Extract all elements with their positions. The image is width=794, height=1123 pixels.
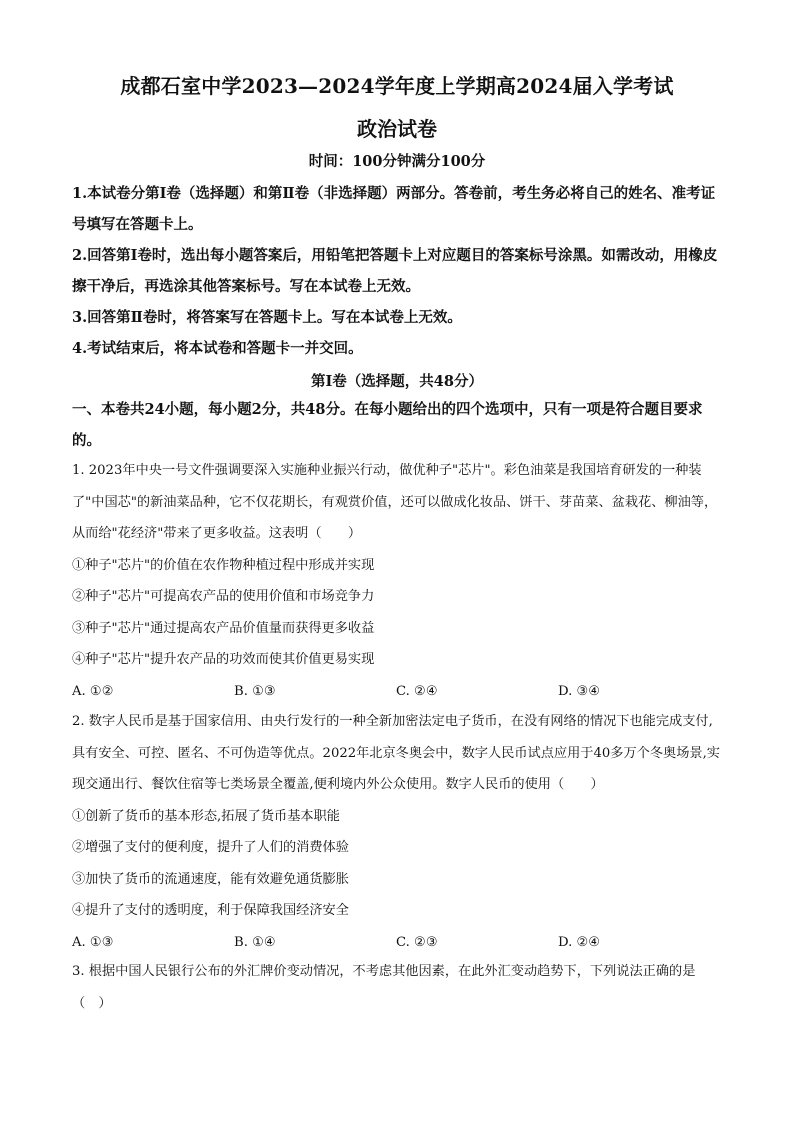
- statement-4: ④种子"芯片"提升农产品的功效而使其价值更易实现: [72, 652, 375, 667]
- question-stem: 2. 数字人民币是基于国家信用、由央行发行的一种全新加密法定电子货币，在没有网络的情况下也能完成支付,具有安全、可控、匿名、不可伪造等优点。2022年北京冬奥会中，数字人民币试点应用于40多万个冬奥场景,实现交通出行、餐饮住宿等七类场景全覆盖,便利境内外公众使用。数字人民币的使用（ ）: [72, 714, 720, 792]
- part-intro: [72, 394, 722, 456]
- answer-options: [72, 676, 722, 708]
- statement-3: ③种子"芯片"通过提高农产品价值量而获得更多收益: [72, 620, 375, 636]
- instructions: [72, 178, 722, 364]
- question-stem: 1. 2023年中央一号文件强调要深入实施种业振兴行动，做优种子"芯片"。彩色油菜是我国培育研发的一种装了"中国芯"的新油菜品种，它不仅花期长，有观赏价值，还可以做成化妆品、饼干、芽苗菜、盆栽花、柳油等，从而给"花经济"带来了更多收益。这表明（ ）: [72, 463, 718, 541]
- option-d: D. ③④: [558, 683, 601, 699]
- option-b: B. ①④: [234, 934, 276, 950]
- time-score-line: 时间：100分钟满分100分: [308, 153, 486, 170]
- question-1: [72, 455, 722, 707]
- answer-options: [72, 927, 722, 959]
- subject-title: 政治试卷: [357, 117, 437, 141]
- statement-4: ④提升了支付的透明度，利于保障我国经济安全: [72, 903, 349, 918]
- section-title: 第Ⅰ卷（选择题，共48分）: [311, 373, 483, 390]
- instruction-1: 1.本试卷分第Ⅰ卷（选择题）和第Ⅱ卷（非选择题）两部分。答卷前，考生务必将自己的姓名、准考证号填写在答题卡上。: [72, 185, 716, 233]
- exam-title: 成都石室中学2023—2024学年度上学期高2024届入学考试: [120, 74, 674, 98]
- option-a: A. ①③: [72, 934, 114, 950]
- option-c: C. ②④: [396, 683, 438, 699]
- statement-1: ①创新了货币的基本形态,拓展了货币基本职能: [72, 808, 340, 824]
- option-b: B. ①③: [234, 683, 276, 699]
- option-a: A. ①②: [72, 683, 114, 699]
- instruction-3: 3.回答第Ⅱ卷时，将答案写在答题卡上。写在本试卷上无效。: [72, 309, 462, 326]
- question-2: [72, 706, 722, 958]
- instruction-2: 2.回答第Ⅰ卷时，选出每小题答案后，用铅笔把答题卡上对应题目的答案标号涂黑。如需改动，用橡皮擦干净后，再选涂其他答案标号。写在本试卷上无效。: [72, 247, 718, 295]
- question-3: [72, 956, 722, 1019]
- option-d: D. ②④: [558, 934, 601, 950]
- part-intro-text: 一、本卷共24小题，每小题2分，共48分。在每小题给出的四个选项中，只有一项是符合题目要求的。: [72, 401, 703, 449]
- statement-2: ②种子"芯片"可提高农产品的使用价值和市场竞争力: [72, 589, 375, 604]
- statement-1: ①种子"芯片"的价值在农作物种植过程中形成并实现: [72, 557, 375, 573]
- statement-3: ③加快了货币的流通速度，能有效避免通货膨胀: [72, 871, 349, 887]
- instruction-4: 4.考试结束后，将本试卷和答题卡一并交回。: [72, 340, 363, 357]
- option-c: C. ②③: [396, 934, 438, 950]
- question-stem: 3. 根据中国人民银行公布的外汇牌价变动情况，不考虑其他因素，在此外汇变动趋势下，下列说法正确的是（ ）: [72, 964, 696, 1011]
- statement-2: ②增强了支付的便利度，提升了人们的消费体验: [72, 840, 349, 855]
